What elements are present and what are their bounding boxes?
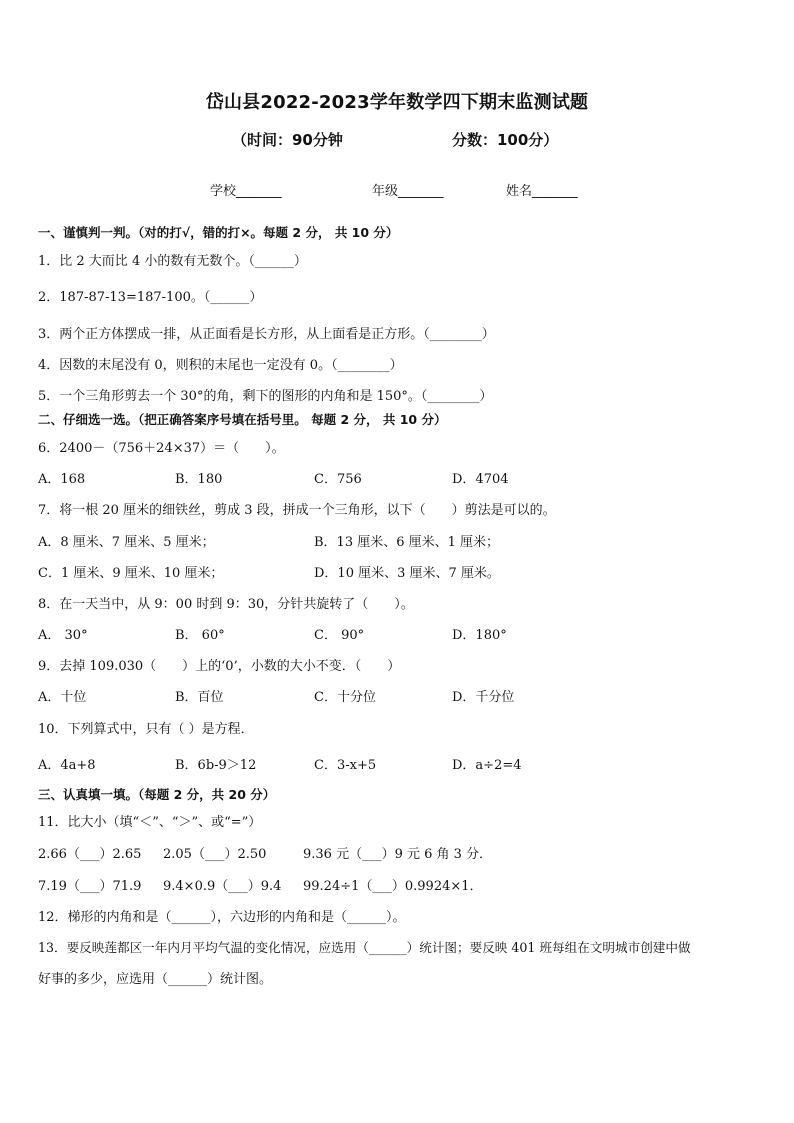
q6-option-d: D．4704 [452,472,509,487]
q8-option-c: C． 90° [314,628,365,643]
q11-item-5: 9.4×0.9（___）9.4 [163,879,282,894]
q8-option-b: B． 60° [175,628,225,643]
q7-option-a: A．8 厘米、7 厘米、5 厘米； [38,535,215,550]
q11-item-6: 99.24÷1（___）0.9924×1． [303,879,483,894]
q10-option-a: A．4a+8 [38,758,96,773]
q11-item-2: 2.05（___）2.50 [163,847,267,862]
school-field: 学校_______ [210,184,282,199]
q9-option-b: B．百位 [175,690,224,705]
q8-option-d: D．180° [452,628,507,643]
page-title: 岱山县2022-2023学年数学四下期末监测试题 [205,92,589,113]
q11-item-4: 7.19（___）71.9 [38,879,142,894]
question-6: 6．2400－（756＋24×37）＝（ ）。 [38,441,285,456]
q11-item-1: 2.66（___）2.65 [38,847,142,862]
grade-field: 年级_______ [372,184,444,199]
question-13-line2: 好事的多少，应选用（______）统计图。 [38,972,273,987]
section1-heading: 一、谨慎判一判。（对的打√，错的打×。每题 2 分， 共 10 分） [38,225,399,240]
q6-option-b: B．180 [175,472,223,487]
q7-option-c: C．1 厘米、9 厘米、10 厘米； [38,566,224,581]
q10-option-c: C．3-x+5 [314,758,377,773]
q10-option-b: B．6b-9＞12 [175,758,257,773]
q10-option-d: D．a÷2=4 [452,758,522,773]
question-12: 12．梯形的内角和是（______），六边形的内角和是（______）。 [38,910,406,925]
q8-option-a: A． 30° [38,628,88,643]
q7-option-b: B．13 厘米、6 厘米、1 厘米； [314,535,500,550]
question-1: 1．比 2 大而比 4 小的数有无数个。（______） [38,254,307,269]
q9-option-c: C．十分位 [314,690,376,705]
question-8: 8．在一天当中，从 9：00 时到 9：30，分针共旋转了（ ）。 [38,597,414,612]
section2-heading: 二、仔细选一选。（把正确答案序号填在括号里。 每题 2 分， 共 10 分） [38,412,447,427]
question-5: 5．一个三角形剪去一个 30°的角，剩下的图形的内角和是 150°。（________） [38,389,493,404]
name-field: 姓名_______ [506,184,578,199]
q11-item-3: 9.36 元（___）9 元 6 角 3 分． [303,847,493,862]
section3-heading: 三、认真填一填。（每题 2 分，共 20 分） [38,787,276,802]
q7-option-d: D．10 厘米、3 厘米、7 厘米。 [314,566,500,581]
exam-score: 分数：100分） [452,131,559,149]
q9-option-a: A．十位 [38,690,87,705]
q9-option-d: D．千分位 [452,690,515,705]
question-11: 11．比大小（填“＜”、“＞”、或“=”） [38,815,262,830]
question-10: 10．下列算式中，只有（ ）是方程． [38,722,254,737]
question-2: 2．187-87-13=187-100。（______） [38,290,263,305]
q6-option-c: C．756 [314,472,362,487]
question-13-line1: 13．要反映莲都区一年内月平均气温的变化情况，应选用（______）统计图；要反映 401 班每组在文明城市创建中做 [38,940,691,955]
question-3: 3．两个正方体摆成一排，从正面看是长方形，从上面看是正方形。（________） [38,327,495,342]
q6-option-a: A．168 [38,472,86,487]
question-7: 7．将一根 20 厘米的细铁丝，剪成 3 段，拼成一个三角形，以下（ ）剪法是可以的。 [38,503,556,518]
question-4: 4．因数的末尾没有 0，则积的末尾也一定没有 0。（________） [38,358,403,373]
exam-time: （时间：90分钟 [232,131,343,149]
question-9: 9．去掉 109.030（ ）上的‘0’，小数的大小不变．（ ） [38,659,401,674]
